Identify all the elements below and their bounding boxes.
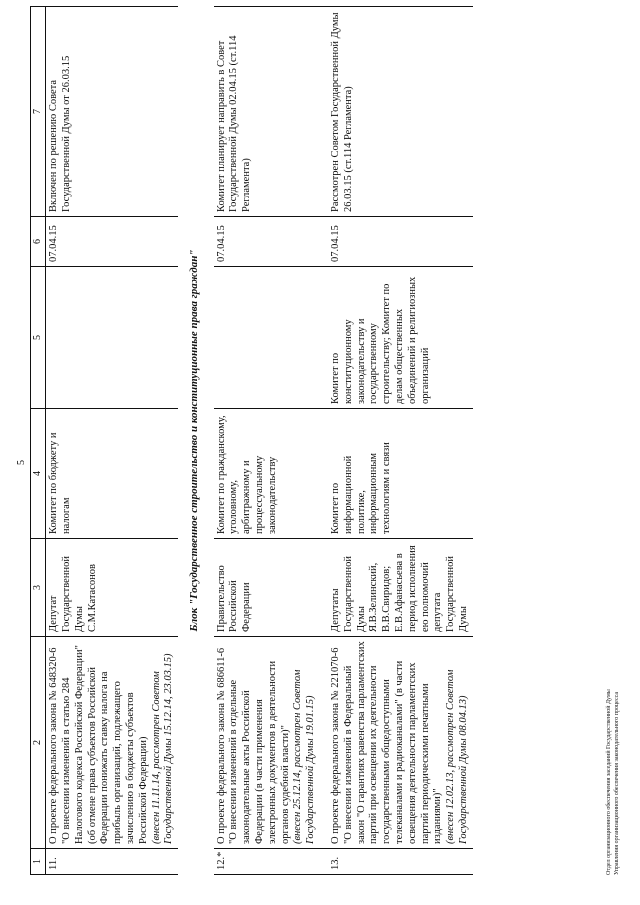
page-number: 5 bbox=[16, 460, 27, 465]
column-header: 7 bbox=[31, 7, 46, 217]
date: 07.04.15 bbox=[320, 217, 473, 267]
table-header-row bbox=[31, 7, 46, 875]
bill-cell bbox=[214, 637, 320, 849]
bill-cell bbox=[46, 637, 178, 849]
bill-note: (внесен 11.11.14, рассмотрен Советом Государственной Думы 15.12.14, 23.03.15) bbox=[150, 653, 175, 844]
footer-line: Отдел организационного обеспечения заседаний Государственной Думы bbox=[606, 689, 612, 875]
author: Депутаты Государственной Думы Я.В.Зелинский, В.В.Свиридов; Е.В.Афанасьева в период исполнения ею полномочий депутата Государственной Думы bbox=[320, 539, 473, 637]
responsible-committee: Комитет по гражданскому, уголовному, арбитражному и процессуальному законодательству bbox=[214, 409, 320, 539]
footer bbox=[606, 689, 621, 875]
table-row bbox=[320, 7, 473, 875]
bill-note: (внесен 25.12.14, рассмотрен Советом Государственной Думы 19.01.15) bbox=[292, 669, 317, 844]
bill-cell bbox=[320, 637, 473, 849]
status: Включен по решению Совета Государственной Думы от 26.03.15 bbox=[46, 7, 178, 217]
block-title: Блок "Государственное строительство и конституционные права граждан" bbox=[188, 249, 201, 632]
author: Правительство Российской Федерации bbox=[214, 539, 320, 637]
bill-title: О проекте федерального закона № 686611-6 "О внесении изменений в отдельные законодательные акты Российской Федерации (в части применения электронных документов в деятельности органов судебной власти)" bbox=[215, 647, 291, 844]
row-number: 11. bbox=[46, 849, 178, 875]
bill-note: (внесен 12.02.13, рассмотрен Советом Государственной Думы 08.04.13) bbox=[445, 669, 469, 844]
author: Депутат Государственной Думы С.М.Катасонов bbox=[46, 539, 178, 637]
responsible-committee: Комитет по бюджету и налогам bbox=[46, 409, 178, 539]
footer-line: Управления организационного обеспечения законодательного процесса bbox=[613, 691, 620, 875]
column-header: 2 bbox=[31, 637, 46, 849]
responsible-committee: Комитет по информационной политике, информационным технологиям и связи bbox=[320, 409, 473, 539]
co-committees bbox=[46, 267, 178, 409]
row-number: 12.* bbox=[214, 849, 320, 875]
status: Комитет планирует направить в Совет Государственной Думы 02.04.15 (ст.114 Регламента) bbox=[214, 7, 320, 217]
column-header: 1 bbox=[31, 849, 46, 875]
table-row bbox=[46, 7, 178, 875]
bills-table bbox=[30, 6, 473, 875]
co-committees: Комитет по конституционному законодательству и государственному строительству; Комитет по делам общественных объединений и религиозных организаций bbox=[320, 267, 473, 409]
date: 07.04.15 bbox=[46, 217, 178, 267]
status: Рассмотрен Советом Государственной Думы 26.03.15 (ст.114 Регламента) bbox=[320, 7, 473, 217]
column-header: 6 bbox=[31, 217, 46, 267]
bill-title: О проекте федерального закона № 221070-6 "О внесении изменений в Федеральный закон "О гарантиях равенства парламентских партий при освещении их деятельности государственными общедоступными телеканалами и радиоканалами" (в части освещения деятельности парламентских партий периодическими печатными изданиями)" bbox=[329, 641, 444, 844]
date: 07.04.15 bbox=[214, 217, 320, 267]
bill-title: О проекте федерального закона № 648320-6 "О внесении изменений в статью 284 Налогового кодекса Российской Федерации" (об отмене права субъектов Российской Федерации понижать ставку налога на прибыль организаций, подлежащего зачислению в бюджеты субъектов Российской Федерации) bbox=[48, 645, 149, 844]
column-header: 4 bbox=[31, 409, 46, 539]
table-row bbox=[214, 7, 320, 875]
co-committees bbox=[214, 267, 320, 409]
column-header: 5 bbox=[31, 267, 46, 409]
row-number: 13. bbox=[320, 849, 473, 875]
column-header: 3 bbox=[31, 539, 46, 637]
block-title-row bbox=[178, 7, 213, 875]
